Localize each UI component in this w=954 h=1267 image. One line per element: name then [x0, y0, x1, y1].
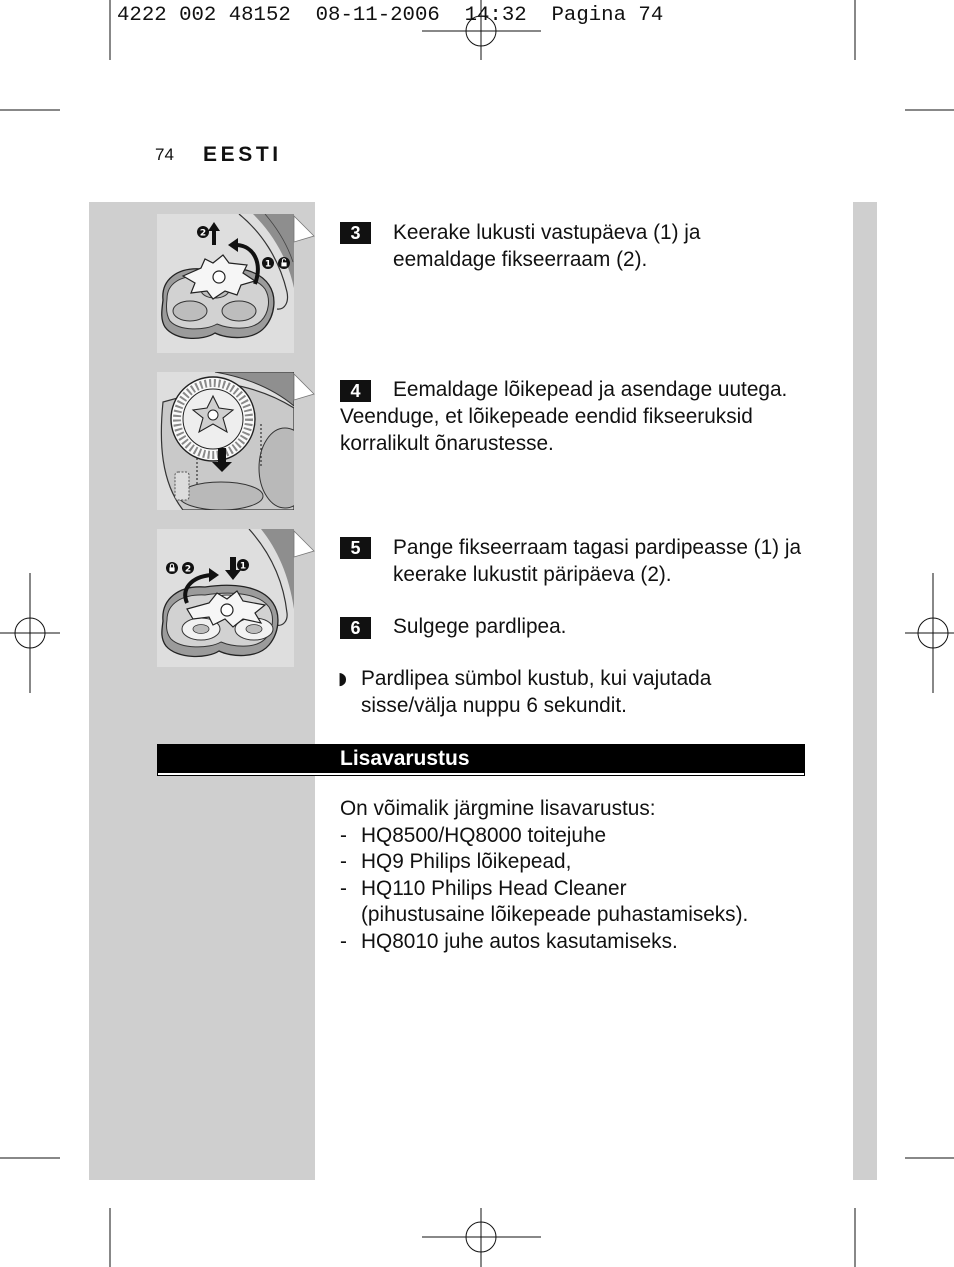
page-number: 74 — [155, 145, 174, 164]
accessories-intro: On võimalik järgmine lisavarustus: — [340, 797, 656, 820]
step-number-badge: 6 — [340, 617, 371, 639]
list-item-text: HQ8500/HQ8000 toitejuhe — [361, 823, 607, 847]
result-text — [361, 666, 711, 719]
list-item-text: HQ8010 juhe autos kasutamiseks. — [361, 929, 678, 953]
step-number-badge: 5 — [340, 537, 371, 559]
note-text-line: Veenduge, et lõikepeade eendid fikseeruksid — [340, 405, 753, 428]
step-number-badge: 4 — [340, 380, 371, 402]
step-text-line: Sulgege pardlipea. — [393, 615, 567, 638]
step-text-line: Pange fikseerraam tagasi pardipeasse (1) ja — [393, 536, 802, 559]
result-text-line: sisse/välja nuppu 6 sekundit. — [361, 693, 627, 717]
result-bullet-icon: ◗ — [338, 669, 347, 689]
step-6-instruction — [393, 614, 566, 641]
section-heading-bar — [157, 744, 805, 776]
list-item-text: HQ110 Philips Head Cleaner — [361, 876, 627, 900]
list-item-continuation: (pihustusaine lõikepeade puhastamiseks). — [361, 903, 749, 926]
step-4-instruction — [393, 377, 787, 404]
step-5-instruction — [393, 535, 801, 588]
section-language-title: EESTI — [203, 143, 282, 166]
step-number-badge: 3 — [340, 222, 371, 244]
list-item — [340, 876, 748, 903]
list-item — [340, 823, 748, 850]
pointer-wedge-step-4 — [294, 374, 314, 400]
list-marker: - — [340, 823, 347, 847]
callout-number-1: 1 — [239, 561, 247, 572]
list-marker: - — [340, 929, 347, 953]
note-text-line: korralikult õnarustesse. — [340, 431, 554, 455]
step-text-line: Eemaldage lõikepead ja asendage uutega. — [393, 378, 788, 401]
step-text-line: Keerake lukusti vastupäeva (1) ja — [393, 221, 701, 244]
list-marker: - — [340, 876, 347, 900]
pointer-wedge-step-5 — [294, 531, 314, 557]
section-heading: Lisavarustus — [340, 747, 470, 770]
print-job-header: 4222 002 48152 08-11-2006 14:32 Pagina 74 — [117, 4, 664, 27]
pointer-wedge-step-3 — [294, 216, 314, 242]
list-item — [340, 929, 748, 956]
list-item-text: HQ9 Philips lõikepead, — [361, 850, 572, 873]
accessories-list — [340, 796, 748, 955]
list-marker: - — [340, 850, 347, 873]
callout-number-1: 1 — [264, 259, 272, 270]
step-text-line: eemaldage fikseerraam (2). — [393, 247, 648, 271]
list-item — [340, 849, 748, 876]
step-text-line: keerake lukustit päripäeva (2). — [393, 562, 672, 586]
result-text-line: Pardlipea sümbol kustub, kui vajutada — [361, 667, 712, 690]
step-4-note — [340, 404, 753, 457]
callout-number-2: 2 — [199, 228, 207, 239]
step-3-instruction — [393, 220, 701, 273]
callout-number-2: 2 — [184, 564, 192, 575]
